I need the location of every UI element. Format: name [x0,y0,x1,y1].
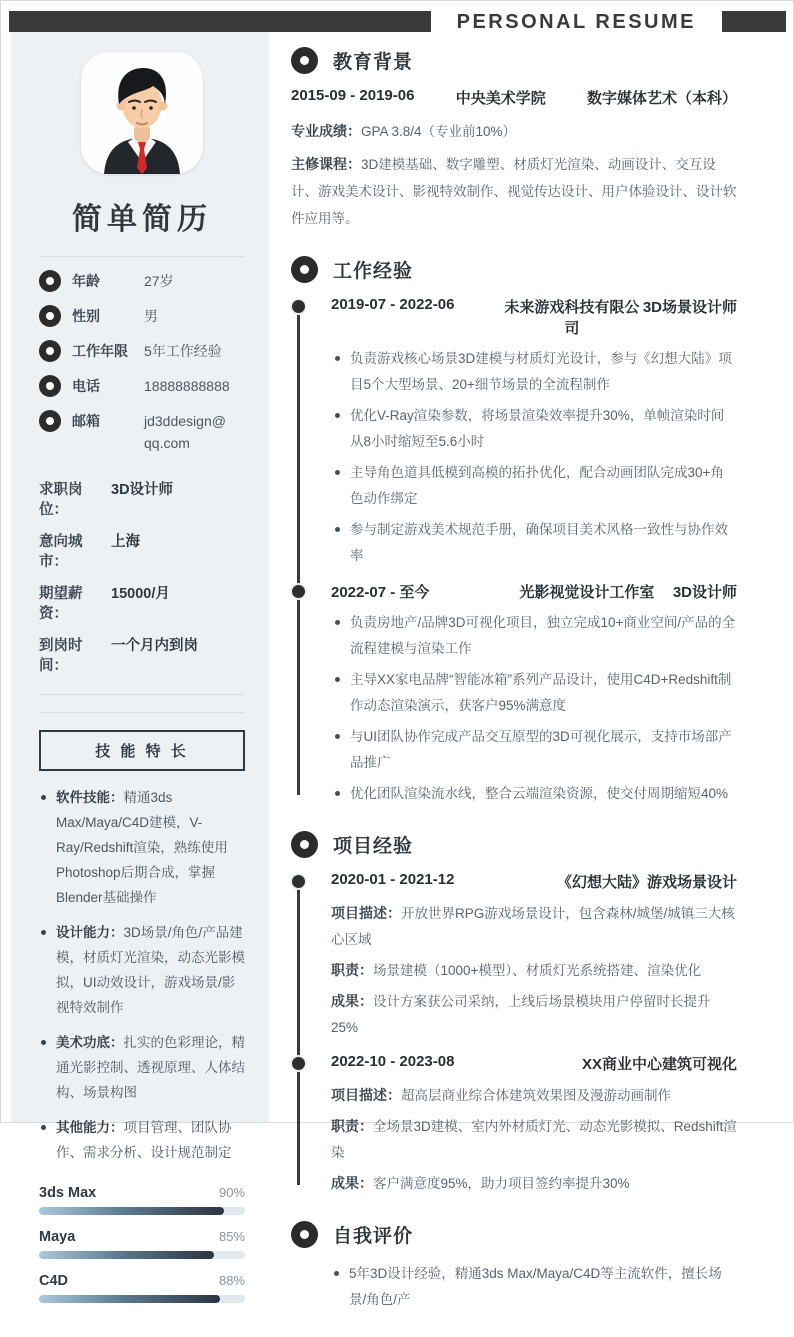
skill-item-text: 精通3ds Max/Maya/C4D建模，V-Ray/Redshift渲染，熟练使用Photoshop后期合成，掌握Blender基础操作 [56,790,228,905]
bullet-ring-icon [39,340,61,362]
timeline-dot-icon [292,1057,305,1070]
info-row-email [39,410,245,454]
work-bullet: 优化团队渲染流水线，整合云端渲染资源，使交付周期缩短40% [331,781,737,807]
gpa-label: 专业成绩： [291,123,361,139]
header-bar [9,11,786,32]
info-label: 邮箱 [72,413,100,429]
skill-bar-name: Maya [39,1229,76,1245]
info-row-experience-years [39,340,245,362]
intent-label: 求职岗位： [39,482,83,518]
info-value: jd3ddesign@qq.com [144,413,226,451]
skill-bar-track [39,1295,245,1303]
skills-list [39,785,245,1165]
skill-item-text: 3D场景/角色/产品建模，材质灯光渲染，动态光影模拟，UI动效设计，游戏场景/影视特效制作 [56,925,245,1015]
work-timeline [292,296,737,807]
row-label: 项目描述： [331,905,401,921]
project-desc-line [331,900,737,953]
bullet-ring-icon [39,270,61,292]
divider [39,712,245,713]
skill-bar-fill [39,1207,224,1215]
intent-label: 到岗时间： [39,638,83,674]
timeline-dot-icon [292,875,305,888]
divider [39,694,245,695]
section-title: 自我评价 [333,1226,414,1247]
skill-item-text: 扎实的色彩理论，精通光影控制、透视原理、人体结构、场景构图 [56,1035,245,1100]
education-major: 数字媒体艺术（本科） [586,90,737,107]
skill-bar-c4d [39,1273,245,1303]
intent-value: 15000/月 [111,586,170,602]
project-duty-line [331,957,737,984]
bullet-ring-icon [39,305,61,327]
project-title: 《幻想大陆》游戏场景设计 [556,874,737,891]
work-role: 3D设计师 [672,584,737,601]
row-label: 职责： [331,962,373,978]
info-row-age [39,270,245,292]
row-label: 成果： [331,1175,373,1191]
info-value: 18888888888 [144,378,230,394]
section-ring-icon [291,256,318,283]
timeline-dot-icon [292,585,305,598]
row-label: 职责： [331,1118,373,1134]
courses-label: 主修课程： [291,156,361,172]
row-text: 全场景3D建模、室内外材质灯光、动态光影模拟、Redshift渲染 [331,1119,737,1160]
row-text: 场景建模（1000+模型）、材质灯光系统搭建、渲染优化 [373,963,702,978]
education-period: 2015-09 - 2019-06 [291,87,415,104]
row-text: 设计方案获公司采纳，上线后场景模块用户停留时长提升25% [331,994,711,1035]
skill-bar-percent: 90% [218,1185,245,1200]
info-row-gender [39,305,245,327]
info-value: 27岁 [144,273,174,289]
self-evaluation-list [291,1261,737,1313]
education-courses [291,151,737,232]
intent-row-city [39,532,245,572]
work-company [501,296,643,338]
work-company [501,581,673,602]
skill-bar-track [39,1251,245,1259]
skill-bar-name: 3ds Max [39,1185,97,1201]
section-projects [291,831,737,1197]
avatar [81,52,203,174]
work-company-text: 光影视觉设计工作室 [519,584,655,601]
info-label: 性别 [72,308,100,324]
skill-item-label: 美术功底： [56,1035,124,1050]
info-label: 年龄 [72,273,100,289]
gpa-value: GPA 3.8/4（专业前10%） [361,124,517,139]
section-self-evaluation [291,1221,737,1313]
intent-label: 期望薪资： [39,586,83,622]
intent-value: 3D设计师 [111,482,174,498]
skill-item-label: 其他能力： [56,1120,124,1135]
work-bullet: 优化V-Ray渲染参数，将场景渲染效率提升30%，单帧渲染时间从8小时缩短至5.6小时 [331,403,737,455]
bullet-ring-icon [39,375,61,397]
skill-bar-fill [39,1295,220,1303]
self-evaluation-bullet: 5年3D设计经验，精通3ds Max/Maya/C4D等主流软件，擅长场景/角色/产 [330,1261,737,1313]
intent-row-position [39,480,245,520]
project-entry-2 [292,1053,737,1197]
skills-section-title: 技 能 特 长 [39,730,245,771]
project-duty-line [331,1113,737,1166]
projects-timeline [292,871,737,1197]
project-entry-1 [292,871,737,1041]
education-gpa-line [291,118,737,145]
intent-row-salary [39,584,245,624]
section-work-experience [291,256,737,807]
skill-item [39,1030,245,1105]
resume-name: 简单简历 [72,203,212,236]
skill-item-text: 项目管理、团队协作、需求分析、设计规范制定 [56,1120,232,1160]
intent-value: 一个月内到岗 [111,638,198,654]
skill-item-label: 软件技能： [56,790,124,805]
project-desc-line [331,1082,737,1109]
section-education [291,47,737,232]
work-bullet: 主导角色道具低模到高模的拓扑优化，配合动画团队完成30+角色动作绑定 [331,460,737,512]
section-title: 项目经验 [333,836,414,857]
work-entry-2 [292,581,737,807]
skill-bar-percent: 88% [218,1273,245,1288]
intent-value: 上海 [111,534,140,550]
work-period: 2022-07 - 至今 [331,584,430,601]
skill-item [39,1115,245,1165]
work-period: 2019-07 - 2022-06 [331,296,455,313]
skill-item-label: 设计能力： [56,925,124,940]
row-label: 项目描述： [331,1087,401,1103]
bullet-ring-icon [39,410,61,432]
timeline-dot-icon [292,300,305,313]
courses-text: 3D建模基础、数字雕塑、材质灯光渲染、动画设计、交互设计、游戏美术设计、影视特效制作、视觉传达设计、用户体验设计、设计软件应用等。 [291,157,737,226]
skill-bar-fill [39,1251,214,1259]
project-title: XX商业中心建筑可视化 [581,1056,737,1073]
info-label: 电话 [72,378,100,394]
work-bullet: 参与制定游戏美术规范手册，确保项目美术风格一致性与协作效率 [331,517,737,569]
page-title: PERSONAL RESUME [431,1,722,44]
avatar-illustration [81,52,203,174]
skill-item [39,920,245,1020]
skill-bar-percent: 85% [218,1229,245,1244]
project-result-line [331,1170,737,1197]
row-text: 开放世界RPG游戏场景设计，包含森林/城堡/城镇三大核心区域 [331,906,735,947]
project-period: 2020-01 - 2021-12 [331,871,455,888]
info-value: 男 [144,308,158,324]
work-bullet: 负责房地产/品牌3D可视化项目，独立完成10+商业空间/产品的全流程建模与渲染工作 [331,610,737,662]
work-bullet-list [331,610,737,807]
job-intent-list [39,480,245,676]
education-school: 中央美术学院 [455,90,546,107]
section-title: 教育背景 [333,52,414,73]
intent-label: 意向城市： [39,534,83,570]
work-bullet-list [331,346,737,569]
work-bullet: 负责游戏核心场景3D建模与材质灯光设计，参与《幻想大陆》项目5个大型场景、20+细节场景的全流程制作 [331,346,737,398]
section-ring-icon [291,831,318,858]
section-ring-icon [291,47,318,74]
skill-item [39,785,245,910]
sidebar [11,32,269,1289]
work-role: 3D场景设计师 [642,299,737,316]
skill-bar-maya [39,1229,245,1259]
section-title: 工作经验 [333,261,414,282]
row-text: 超高层商业综合体建筑效果图及漫游动画制作 [401,1088,671,1103]
personal-info-list [39,270,245,454]
education-entry-header [291,87,737,108]
project-period: 2022-10 - 2023-08 [331,1053,455,1070]
skill-bars [39,1185,245,1303]
divider [39,256,245,257]
work-entry-1 [292,296,737,569]
main-content [291,47,737,1337]
row-label: 成果： [331,993,373,1009]
skill-bar-track [39,1207,245,1215]
info-row-phone [39,375,245,397]
project-result-line [331,988,737,1041]
work-company-text: 未来游戏科技有限公司 [504,299,640,337]
section-ring-icon [291,1221,318,1248]
intent-row-availability [39,636,245,676]
skill-bar-name: C4D [39,1273,69,1289]
row-text: 客户满意度95%，助力项目签约率提升30% [373,1176,630,1191]
work-bullet: 与UI团队协作完成产品交互原型的3D可视化展示，支持市场部产品推广 [331,724,737,776]
info-value: 5年工作经验 [144,343,222,359]
work-bullet: 主导XX家电品牌“智能冰箱”系列产品设计，使用C4D+Redshift制作动态渲染演示，获客户95%满意度 [331,667,737,719]
skill-bar-3dsmax [39,1185,245,1215]
info-label: 工作年限 [72,343,128,359]
